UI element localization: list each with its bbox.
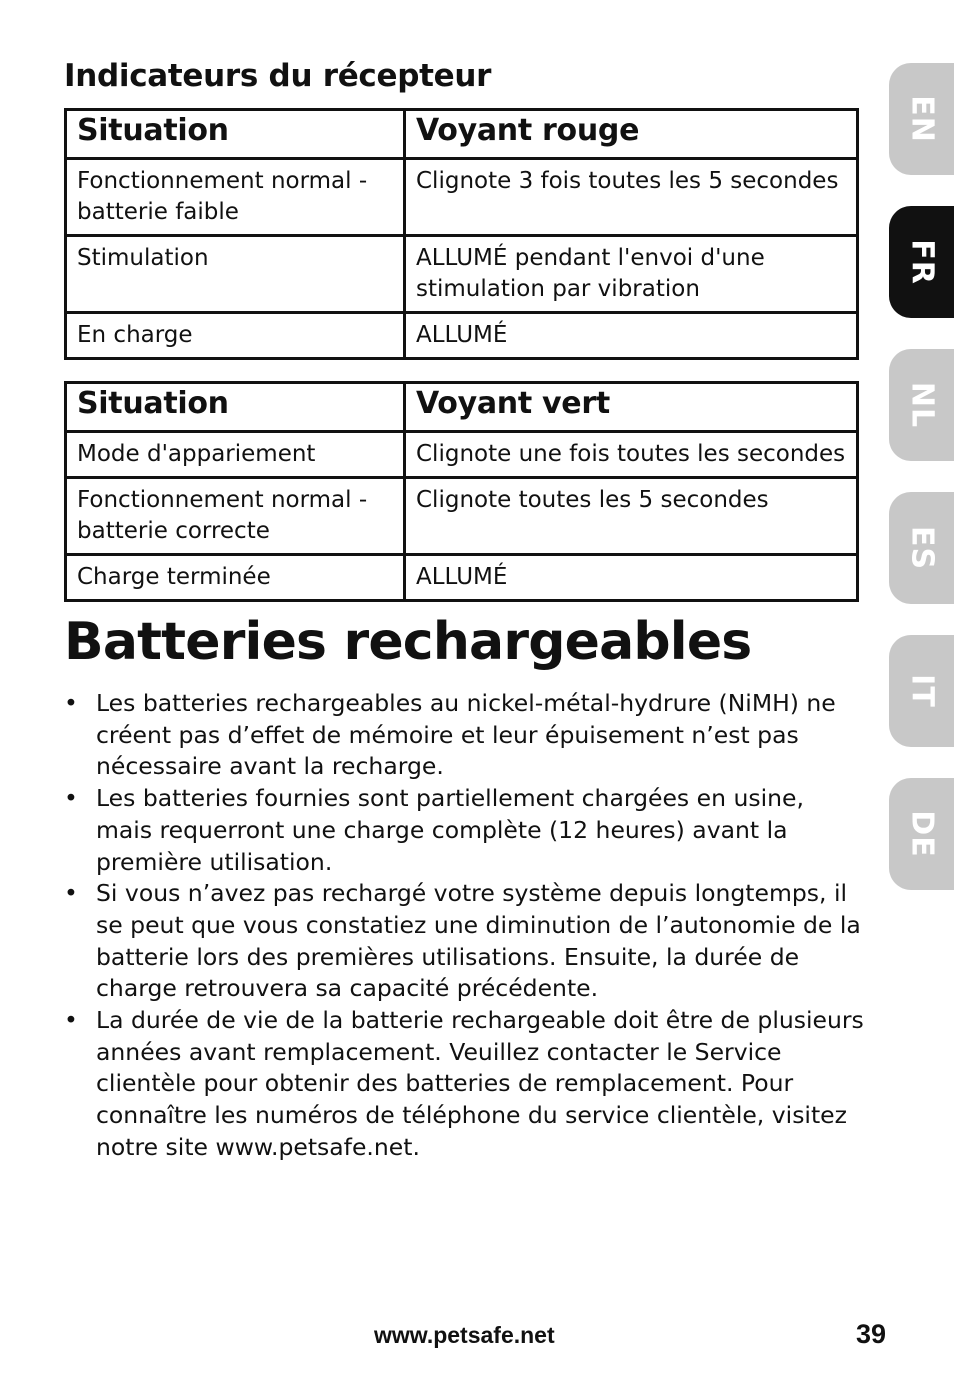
tab-en[interactable] — [889, 63, 954, 175]
light-state-cell: Clignote 3 fois toutes les 5 secondes — [405, 159, 858, 236]
tab-label: IT — [904, 674, 939, 708]
tab-label: NL — [904, 381, 939, 429]
tab-fr[interactable] — [889, 206, 954, 318]
tab-label: DE — [904, 810, 939, 858]
tab-label: FR — [904, 239, 939, 285]
red-indicator-table — [64, 108, 859, 360]
table-row — [66, 432, 858, 478]
situation-cell: Mode d'appariement — [66, 432, 405, 478]
bullet-icon: • — [64, 1006, 78, 1035]
column-header-green-light: Voyant vert — [405, 383, 858, 432]
table-row — [66, 236, 858, 313]
table-header-row — [66, 383, 858, 432]
tab-label: EN — [904, 95, 939, 143]
situation-cell: Fonctionnement normal - batterie correcte — [66, 478, 405, 555]
tab-it[interactable] — [889, 635, 954, 747]
list-item — [64, 878, 864, 1005]
bullet-icon: • — [64, 879, 78, 908]
table-header-row — [66, 110, 858, 159]
list-item — [64, 1005, 864, 1164]
tab-label: ES — [904, 525, 939, 571]
light-state-cell: ALLUMÉ — [405, 555, 858, 601]
list-item — [64, 783, 864, 878]
table-row — [66, 313, 858, 359]
column-header-situation: Situation — [66, 110, 405, 159]
light-state-cell: ALLUMÉ pendant l'envoi d'une stimulation par vibration — [405, 236, 858, 313]
light-state-cell: Clignote une fois toutes les secondes — [405, 432, 858, 478]
table-row — [66, 159, 858, 236]
tab-de[interactable] — [889, 778, 954, 890]
situation-cell: Charge terminée — [66, 555, 405, 601]
tab-es[interactable] — [889, 492, 954, 604]
light-state-cell: ALLUMÉ — [405, 313, 858, 359]
situation-cell: Stimulation — [66, 236, 405, 313]
list-item — [64, 688, 864, 783]
battery-bullet-list — [64, 688, 864, 1164]
table-row — [66, 478, 858, 555]
situation-cell: En charge — [66, 313, 405, 359]
rechargeable-batteries-heading: Batteries rechargeables — [64, 612, 752, 672]
receiver-indicators-heading: Indicateurs du récepteur — [64, 58, 492, 94]
list-item-text: Les batteries fournies sont partiellement chargées en usine, mais requerront une charge complète (12 heures) avant la première utilisation. — [96, 784, 804, 876]
tab-nl[interactable] — [889, 349, 954, 461]
list-item-text: Les batteries rechargeables au nickel-métal-hydrure (NiMH) ne créent pas d’effet de mémoire et leur épuisement n’est pas nécessaire avant la recharge. — [96, 689, 836, 781]
situation-cell: Fonctionnement normal - batterie faible — [66, 159, 405, 236]
list-item-text: La durée de vie de la batterie rechargeable doit être de plusieurs années avant remplacement. Veuillez contacter le Service clientèle pour obtenir des batteries de remplacement. Pour connaître les numéros de téléphone du service clientèle, visitez notre site www.petsafe.net. — [96, 1006, 864, 1161]
bullet-icon: • — [64, 784, 78, 813]
column-header-red-light: Voyant rouge — [405, 110, 858, 159]
light-state-cell: Clignote toutes les 5 secondes — [405, 478, 858, 555]
green-indicator-table — [64, 381, 859, 602]
table-row — [66, 555, 858, 601]
bullet-icon: • — [64, 689, 78, 717]
footer-url: www.petsafe.net — [374, 1322, 555, 1348]
column-header-situation: Situation — [66, 383, 405, 432]
list-item-text: Si vous n’avez pas rechargé votre système depuis longtemps, il se peut que vous constatiez une diminution de l’autonomie de la batterie lors des premières utilisations. Ensuite, la durée de charge retrouvera sa capacité précédente. — [96, 879, 861, 1003]
page-number: 39 — [856, 1319, 887, 1349]
